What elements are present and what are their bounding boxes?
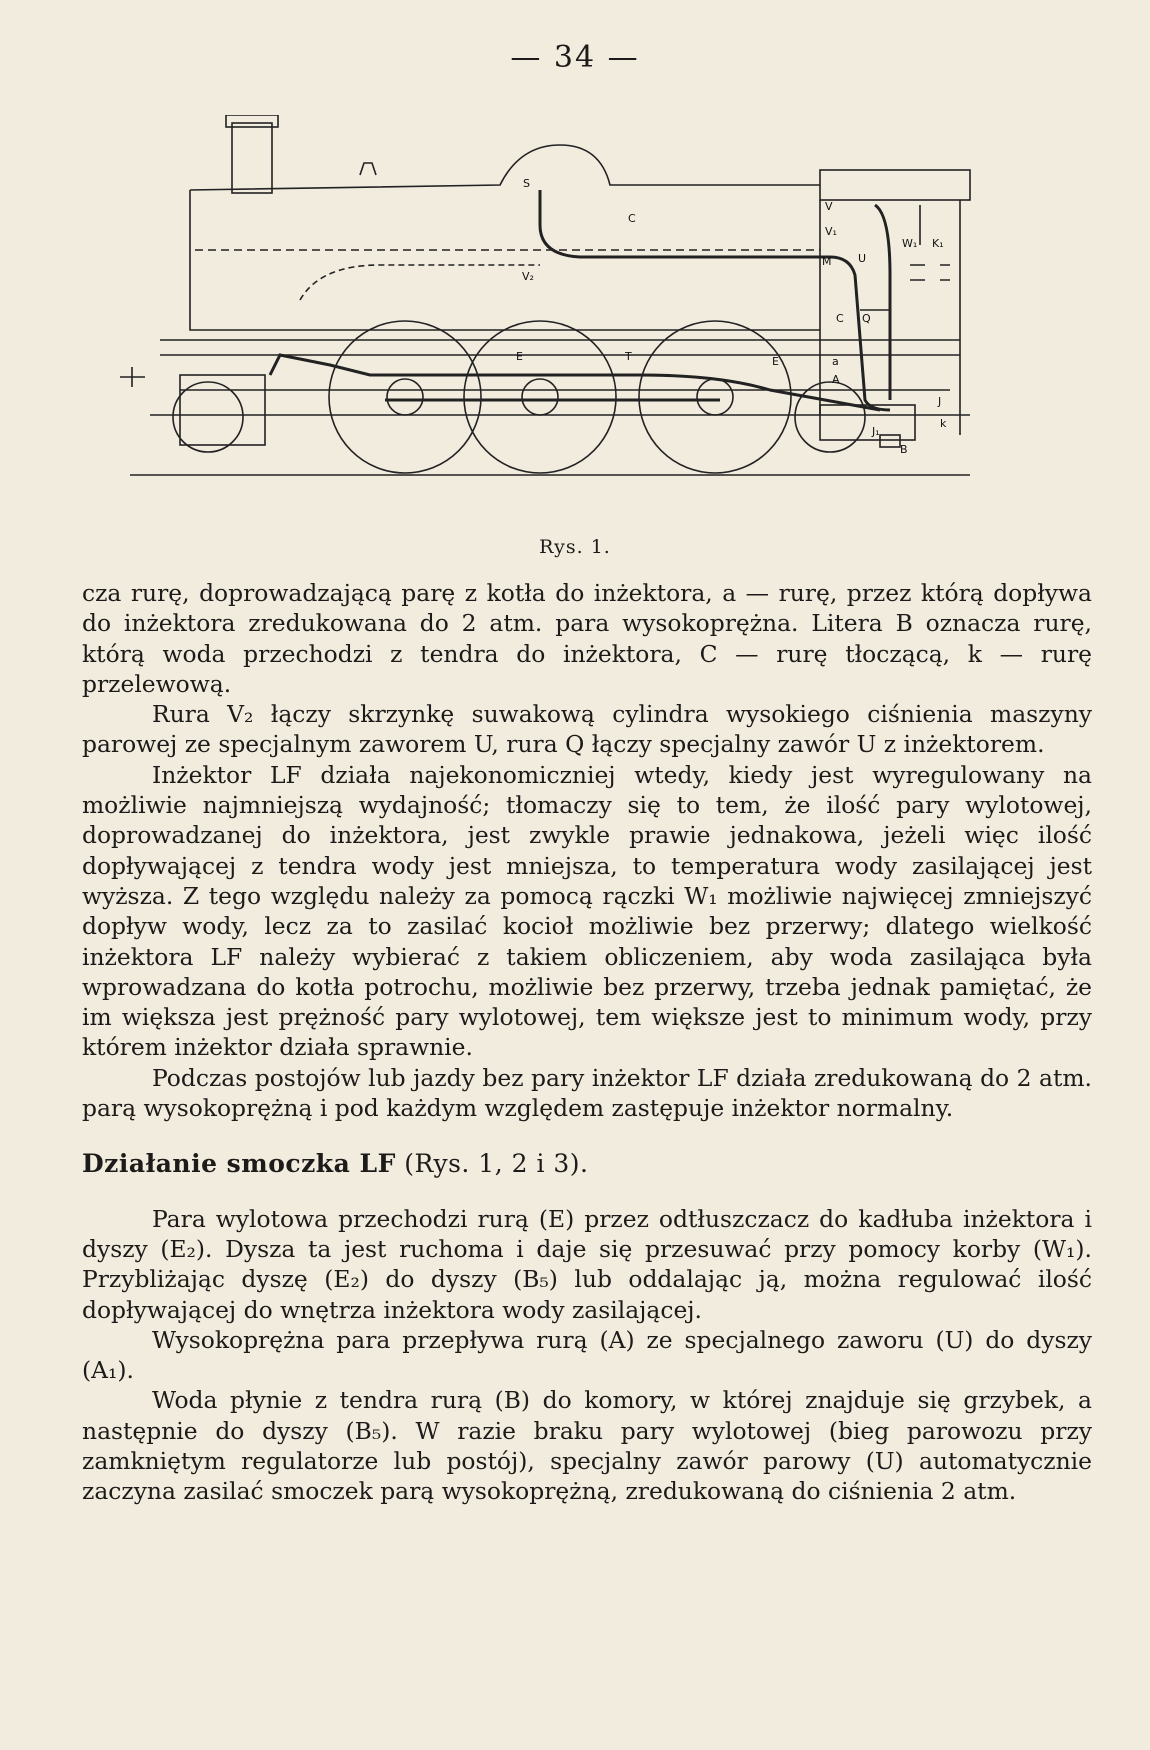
label-B: B xyxy=(900,443,908,456)
figure-caption: Rys. 1. xyxy=(539,536,611,558)
label-E1: E xyxy=(516,350,523,363)
paragraph: cza rurę, doprowadzającą parę z kotła do inżektora, a — rurę, przez którą dopływa do inżektora zredukowana do 2 atm. para wysokoprężna. Litera B oznacza rurę, którą woda przechodzi z tendra do inżektora, C — rurę tłoczącą, k — rurę przelewową. xyxy=(82,579,1092,698)
locomotive-diagram xyxy=(120,115,1070,530)
paragraph: Woda płynie z tendra rurą (B) do komory, w której znajduje się grzybek, a następnie do dyszy (B₅). W razie braku pary wylotowej (bieg parowozu przy zamkniętym regulatorze lub postój), specjalny zawór parowy (U) automatycznie zaczyna zasilać smoczek parą wysokoprężną, zredukowaną do ciśnienia 2 atm. xyxy=(82,1386,1092,1506)
label-C-top: C xyxy=(628,212,636,225)
label-W1: W₁ xyxy=(902,237,918,250)
figure-labels xyxy=(516,177,947,456)
chimney xyxy=(232,123,272,193)
label-V2: V₂ xyxy=(522,270,534,283)
boiler-outline xyxy=(190,145,820,190)
label-J1: J₁ xyxy=(872,425,880,438)
paragraph: Inżektor LF działa najekonomiczniej wtedy, kiedy jest wyregulowany na możliwie najmniejszą wydajność; tłomaczy się to tem, że ilość pary wylotowej, doprowadzanej do inżektora, jest zwykle prawie jednakowa, jeżeli więc ilość dopływającej z tendra wody jest mniejsza, to temperatura wody zasilającej jest wyższa. Z tego względu należy za pomocą rączki W₁ możliwie najwięcej zmniejszyć dopływ wody, lecz za to zasilać kocioł możliwie bez przerwy; dlatego wielkość inżektora LF należy wybierać z takiem obliczeniem, aby woda zasilająca była wprowadzana do kotła potrochu, możliwie bez przerwy, trzeba jednak pamiętać, że im większa jest prężność pary wylotowej, tem większe jest to minimum wody, przy którem inżektor działa sprawnie. xyxy=(82,760,1092,1062)
label-C-mid: C xyxy=(836,312,844,325)
label-V1: V₁ xyxy=(825,225,837,238)
paragraph: Podczas postojów lub jazdy bez pary inżektor LF działa zredukowaną do 2 atm. parą wysokoprężną i pod każdym względem zastępuje inżektor normalny. xyxy=(82,1063,1092,1123)
label-U: U xyxy=(858,252,867,265)
paragraph: Para wylotowa przechodzi rurą (E) przez odtłuszczacz do kadłuba inżektora i dyszy (E₂). Dysza ta jest ruchoma i daje się przesuwać przy pomocy korby (W₁). Przybliżając dyszę (E₂) do dyszy (B₅) lub oddalając ją, można regulować ilość dopływającej do wnętrza inżektora wody zasilającej. xyxy=(82,1204,1092,1324)
label-A: A xyxy=(832,373,840,386)
body-text xyxy=(82,578,1092,1507)
label-V: V xyxy=(825,200,833,213)
label-K1: K₁ xyxy=(932,237,944,250)
section-heading xyxy=(82,1149,1092,1179)
locomotive-figure xyxy=(120,115,1070,530)
heading-bold: Działanie smoczka LF xyxy=(82,1149,396,1179)
label-M: M xyxy=(822,255,832,268)
label-a: a xyxy=(832,355,839,368)
label-Q: Q xyxy=(862,312,871,325)
label-J: J xyxy=(938,395,942,408)
paragraph: Wysokoprężna para przepływa rurą (A) ze specjalnego zaworu (U) do dyszy (A₁). xyxy=(82,1325,1092,1385)
label-T: T xyxy=(625,350,632,363)
page-number: — 34 — xyxy=(510,40,640,75)
label-k: k xyxy=(940,417,947,430)
label-E2: E xyxy=(772,355,779,368)
paragraph: Rura V₂ łączy skrzynkę suwakową cylindra wysokiego ciśnienia maszyny parowej ze specjalnym zaworem U, rura Q łączy specjalny zawór U z inżektorem. xyxy=(82,700,1092,759)
heading-normal: (Rys. 1, 2 i 3). xyxy=(395,1149,589,1179)
label-S: S xyxy=(523,177,530,190)
